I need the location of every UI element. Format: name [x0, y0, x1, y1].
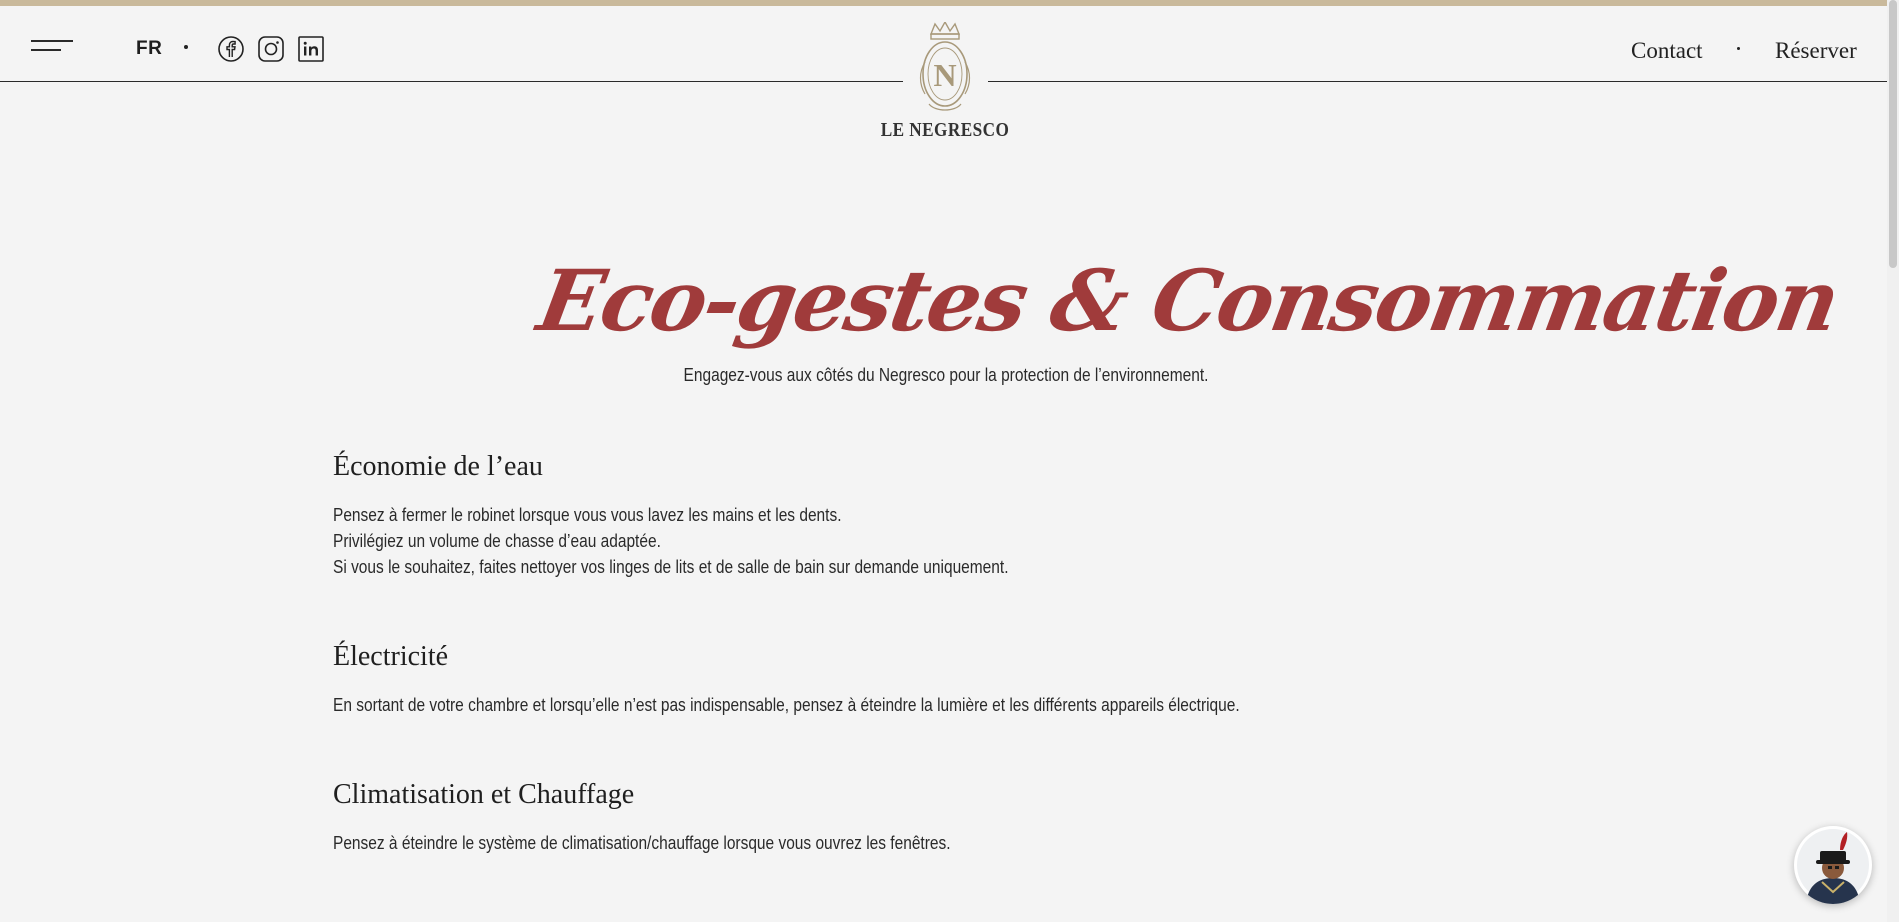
svg-text:N: N: [933, 57, 957, 93]
section-heading: Économie de l’eau: [333, 451, 543, 482]
brand-name[interactable]: LE NEGRESCO: [880, 119, 1010, 141]
chat-avatar-icon: [1794, 826, 1872, 904]
header-divider-left: [0, 81, 903, 82]
section-text-line: Privilégiez un volume de chasse d’eau adaptée.: [333, 531, 661, 551]
section-text-line: Pensez à éteindre le système de climatisation/chauffage lorsque vous ouvrez les fenêtres.: [333, 833, 951, 853]
header-divider-right: [988, 81, 1896, 82]
negresco-crest-icon[interactable]: [915, 22, 975, 116]
section-heading: Climatisation et Chauffage: [333, 779, 635, 810]
reserve-link[interactable]: Réserver: [1775, 38, 1857, 63]
section-water: [333, 451, 1533, 580]
instagram-icon[interactable]: [258, 36, 284, 62]
separator-dot: [184, 45, 188, 49]
contact-link[interactable]: Contact: [1631, 38, 1703, 63]
page-title: Eco-gestes & Consommation: [531, 251, 1846, 351]
nav-separator-dot: [1737, 47, 1740, 50]
menu-icon: [31, 40, 73, 42]
section-electricity: [333, 641, 1533, 718]
section-text-line: En sortant de votre chambre et lorsqu’elle n’est pas indispensable, pensez à éteindre la lumière et les différents appareils électrique.: [333, 695, 1240, 715]
page-subtitle: Engagez-vous aux côtés du Negresco pour la protection de l’environnement.: [683, 365, 1209, 385]
language-selector[interactable]: FR: [136, 38, 163, 59]
section-climate: [333, 779, 1533, 856]
linkedin-icon[interactable]: [298, 36, 324, 62]
section-text-line: Si vous le souhaitez, faites nettoyer vos linges de lits et de salle de bain sur demande uniquement.: [333, 557, 1009, 577]
chat-avatar-button[interactable]: [1794, 826, 1872, 904]
scrollbar[interactable]: [1887, 0, 1899, 922]
menu-button[interactable]: [31, 33, 73, 57]
section-heading: Électricité: [333, 641, 449, 672]
menu-icon-line: [31, 49, 61, 51]
facebook-icon[interactable]: [218, 36, 244, 62]
section-text-line: Pensez à fermer le robinet lorsque vous vous lavez les mains et les dents.: [333, 505, 842, 525]
scrollbar-thumb[interactable]: [1889, 0, 1897, 268]
site-header: [0, 6, 1899, 141]
